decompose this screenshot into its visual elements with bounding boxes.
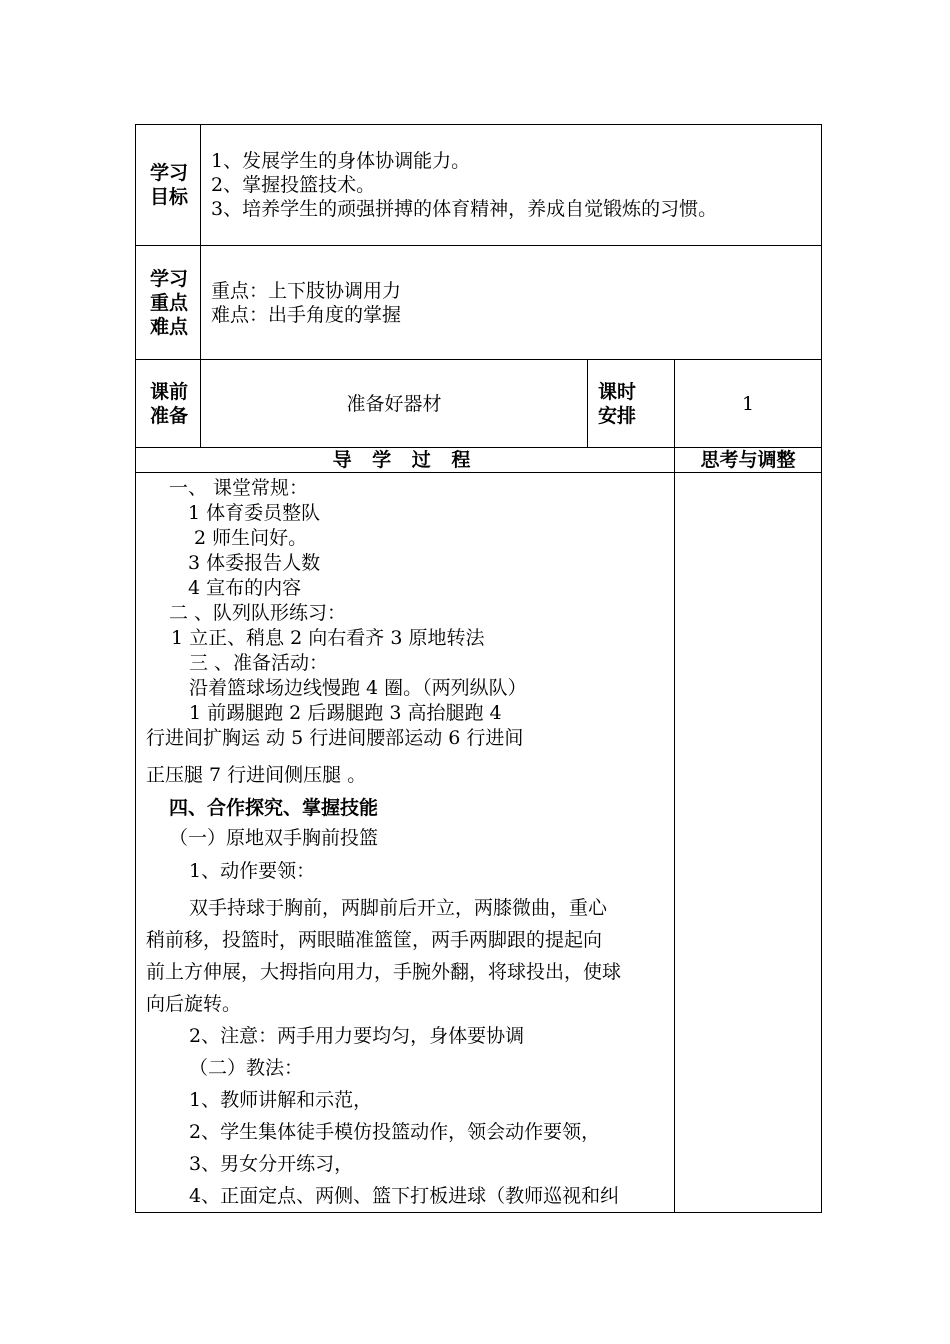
- process-line: 一、 课堂常规：: [169, 477, 309, 499]
- process-line: （二）教法：: [189, 1057, 304, 1079]
- schedule-label: 课时 安排: [588, 360, 675, 448]
- preparation-label: 课前 准备: [136, 360, 201, 448]
- process-line: 2、学生集体徒手模仿投篮动作，领会动作要领，: [189, 1121, 601, 1143]
- key-point-line: 重点：上下肢协调用力: [211, 279, 402, 302]
- process-line: 4 宣布的内容: [188, 577, 302, 599]
- process-line: 1 前踢腿跑 2 后踢腿跑 3 高抬腿跑 4: [189, 702, 502, 724]
- reflect-header: 思考与调整: [675, 448, 822, 473]
- process-heading: 四、合作探究、掌握技能: [169, 797, 379, 819]
- process-header-row: [136, 448, 822, 473]
- key-points-row: [136, 246, 822, 360]
- lesson-plan-table: [135, 124, 822, 1213]
- process-line: 1、教师讲解和示范，: [189, 1089, 373, 1111]
- process-line: 3 体委报告人数: [188, 552, 321, 574]
- key-points-label: 学习 重点 难点: [136, 246, 201, 360]
- process-line: 二 、队列队形练习：: [169, 602, 347, 624]
- objective-line: 3、培养学生的顽强拼搏的体育精神，养成自觉锻炼的习惯。: [211, 198, 718, 220]
- objectives-label: 学习 目标: [136, 125, 201, 246]
- preparation-value: 准备好器材: [201, 360, 588, 448]
- objectives-content: [201, 125, 822, 246]
- preparation-row: [136, 360, 822, 448]
- process-line: 行进间扩胸运 动 5 行进间腰部运动 6 行进间: [146, 727, 524, 749]
- process-line: 前上方伸展，大拇指向用力，手腕外翻，将球投出，使球: [146, 961, 622, 983]
- process-line: 沿着篮球场边线慢跑 4 圈。（两列纵队）: [189, 677, 527, 699]
- process-row: [136, 473, 822, 1213]
- schedule-value: 1: [675, 360, 822, 448]
- objective-line: 2、掌握投篮技术。: [211, 174, 376, 196]
- process-line: 1、动作要领：: [189, 860, 316, 882]
- reflect-content: [675, 473, 822, 1213]
- process-line: 双手持球于胸前，两脚前后开立，两膝微曲，重心: [189, 897, 608, 919]
- process-header: 导 学 过 程: [136, 448, 675, 473]
- process-line: 三 、准备活动：: [189, 652, 329, 674]
- process-line: 2、注意：两手用力要均匀，身体要协调: [189, 1025, 525, 1047]
- process-line: 4、正面定点、两侧、篮下打板进球（教师巡视和纠: [189, 1185, 620, 1207]
- process-line: 向后旋转。: [146, 993, 242, 1015]
- key-points-content: [201, 246, 822, 360]
- process-line: 正压腿 7 行进间侧压腿 。: [146, 764, 367, 786]
- objective-line: 1、发展学生的身体协调能力。: [211, 150, 471, 172]
- key-point-line: 难点：出手角度的掌握: [211, 303, 402, 326]
- process-content: [136, 473, 675, 1213]
- process-line: （一）原地双手胸前投篮: [169, 827, 379, 849]
- process-line: 1 立正、稍息 2 向右看齐 3 原地转法: [171, 627, 485, 649]
- process-line: 3、男女分开练习，: [189, 1153, 354, 1175]
- process-line: 2 师生问好。: [194, 527, 308, 549]
- process-line: 稍前移，投篮时，两眼瞄准篮筐，两手两脚跟的提起向: [146, 929, 603, 951]
- process-line: 1 体育委员整队: [188, 502, 321, 524]
- objectives-row: [136, 125, 822, 246]
